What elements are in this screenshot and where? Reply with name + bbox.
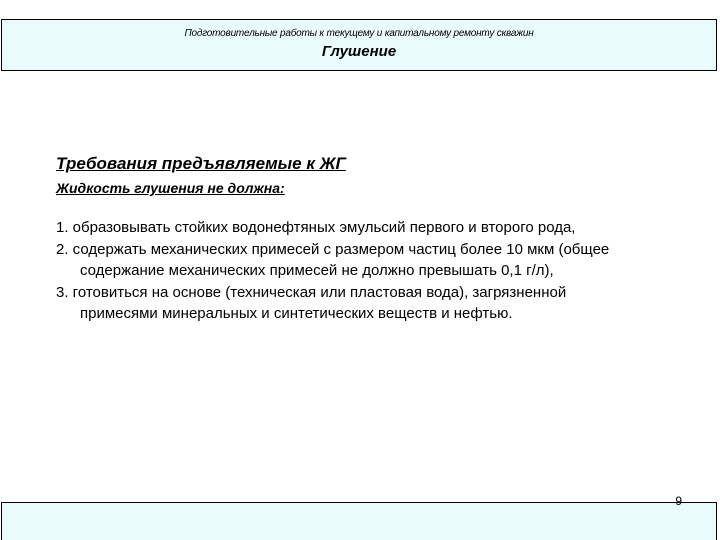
page-title: Глушение [321,43,397,60]
requirement-item: 3. готовиться на основе (техническая или пластовая вода), загрязненной примесями минеральных и синтетических веществ и нефтью. [56,283,567,322]
section-heading: Требования предъявляемые к ЖГ [56,154,346,173]
requirement-item: 1. образовывать стойких водонефтяных эмульсий первого и второго рода, [56,219,576,236]
requirement-item: 2. содержать механических примесей с размером частиц более 10 мкм (общее содержание механических примесей не должно превышать 0,1 г/л), [56,240,610,279]
requirements-list [56,217,646,325]
header-subtitle: Подготовительные работы к текущему и капитальному ремонту скважин [184,28,534,39]
footer-banner [1,502,717,540]
section-subheading: Жидкость глушения не должна: [56,180,285,196]
header-banner [1,19,717,71]
page-number: 9 [675,494,682,508]
